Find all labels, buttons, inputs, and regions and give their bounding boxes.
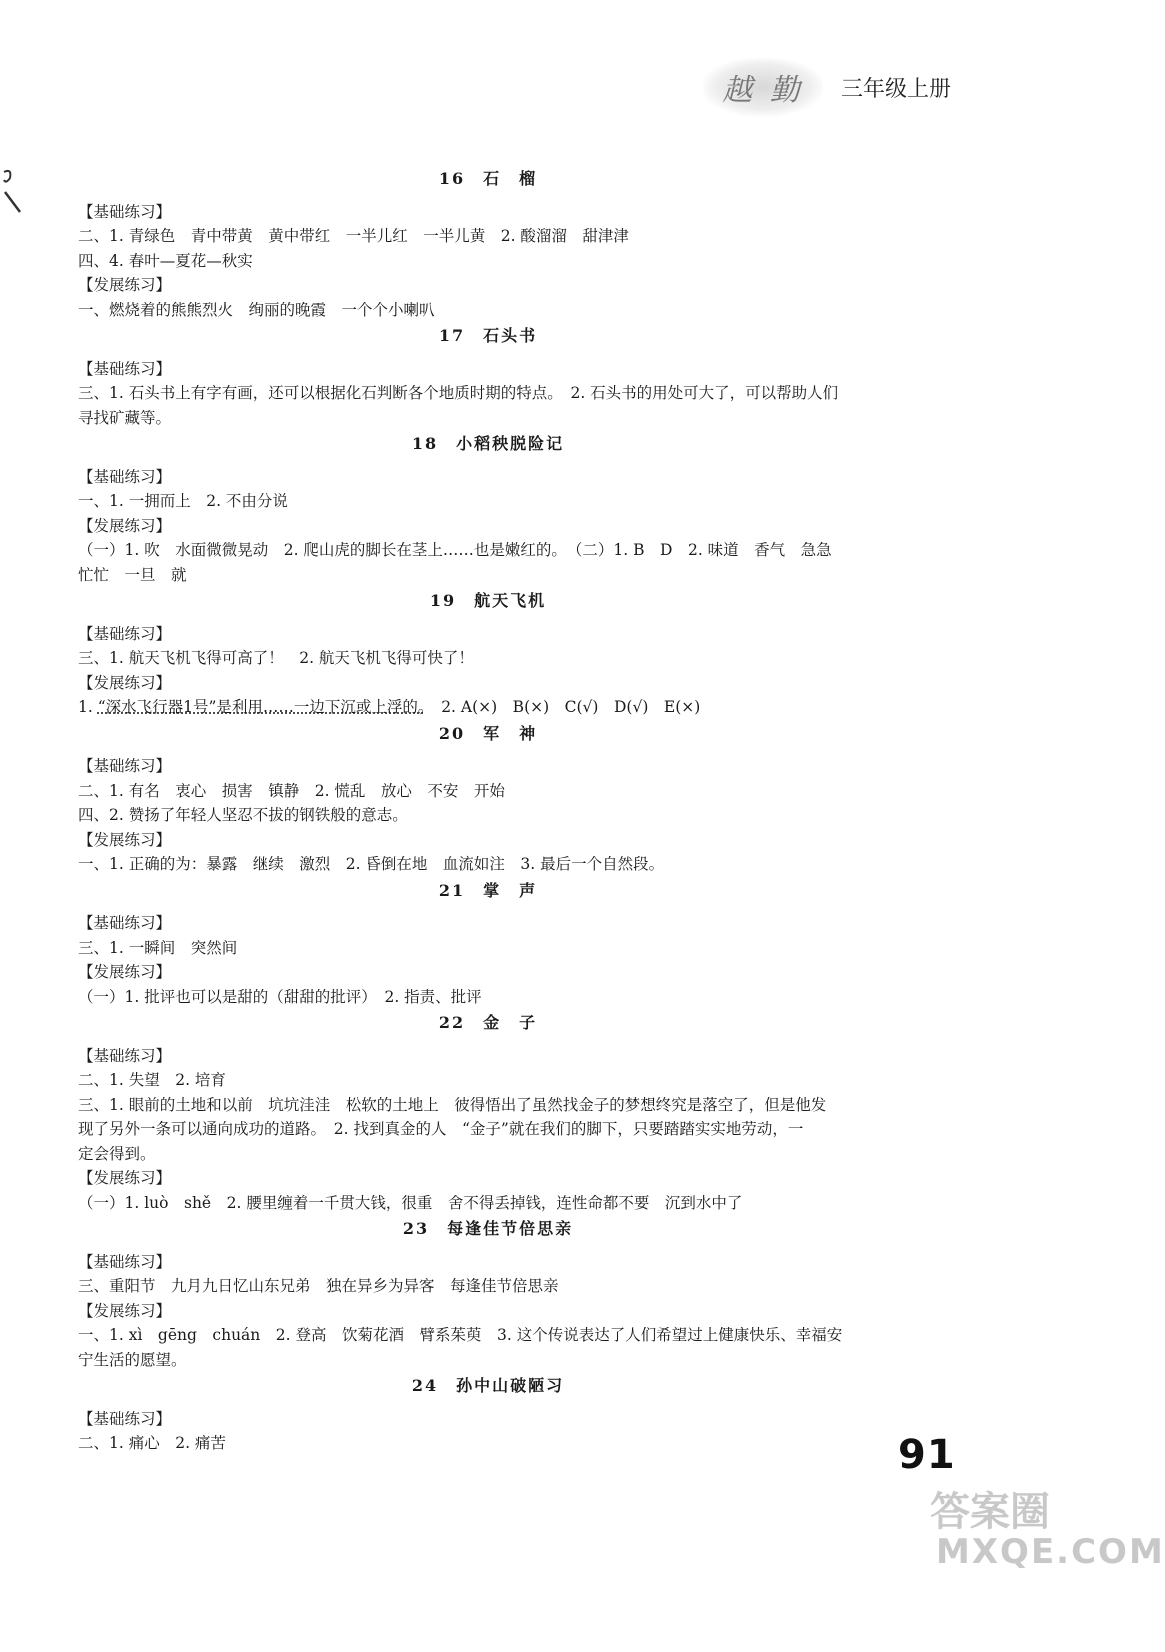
lesson-title: 24 孙中山破陋习 [411,1376,565,1395]
section-label: 【发展练习】 [78,276,172,294]
answer-line: 二、1. 失望 2. 培育 [78,1071,226,1089]
answer-line: （一）1. luò shě 2. 腰里缠着一千贯大钱，很重 舍不得丢掉钱，连性命都不要 沉到水中了 [78,1193,743,1212]
lesson-title: 22 金 子 [438,1013,538,1032]
answer-line: 三、1. 一瞬间 突然间 [78,938,238,957]
section-label: 【基础练习】 [78,359,172,378]
answer-line: 定会得到。 [78,1144,156,1163]
answer-line: 一、1. 一拥而上 2. 不由分说 [78,492,288,510]
section-label: 【基础练习】 [78,1252,172,1271]
section-label: 【发展练习】 [78,1301,172,1320]
section-label: 【发展练习】 [78,673,172,692]
answer-prefix: 1. [78,698,98,716]
section-label: 【基础练习】 [78,757,172,775]
answer-line: 三、重阳节 九月九日忆山东兄弟 独在异乡为异客 每逢佳节倍思亲 [78,1277,559,1295]
watermark-logo [930,1470,1165,1640]
answer-line: 一、燃烧着的熊熊烈火 绚丽的晚霞 一个个小喇叭 [78,300,435,319]
answer-line: 三、1. 航天飞机飞得可高了！ 2. 航天飞机飞得可快了！ [78,649,474,667]
underlined-answer: “深水飞行器1号”是利用……一边下沉或上浮的。 [97,698,426,716]
answer-line [78,695,898,720]
page-header [703,58,951,116]
lesson-title: 19 航天飞机 [429,591,547,610]
section-label: 【发展练习】 [78,1169,172,1187]
page-number: 91 [898,1432,956,1478]
margin-mark-icon [2,168,24,218]
lesson-title: 18 小稻秧脱险记 [411,434,565,453]
seal-stamp [703,58,823,116]
answer-line: （一）1. 批评也可以是甜的（甜甜的批评） 2. 指责、批评 [78,987,482,1006]
lesson-title: 17 石头书 [438,326,538,345]
answer-line: 三、1. 石头书上有字有画，还可以根据化石判断各个地质时期的特点。 2. 石头书的用处可大了，可以帮助人们 [78,384,839,402]
answer-line: （一）1. 吹 水面微微晃动 2. 爬山虎的脚长在茎上……也是嫩红的。 （二）1. B D 2. 味道 香气 急急 [78,541,832,559]
lesson-title: 23 每逢佳节倍思亲 [402,1219,574,1238]
answer-line: 二、1. 青绿色 青中带黄 黄中带红 一半儿红 一半儿黄 2. 酸溜溜 甜津津 [78,227,629,245]
section-label: 【基础练习】 [78,467,172,486]
section-label: 【基础练习】 [78,1409,172,1428]
lesson-title: 21 掌 声 [438,880,538,900]
section-label: 【基础练习】 [78,1046,172,1065]
stamp-text: 越 勤 [722,73,804,108]
section-label: 【发展练习】 [78,963,172,981]
answer-line: 忙忙 一旦 就 [78,565,187,584]
lesson-title: 16 石 榴 [438,169,538,188]
answer-line: 二、1. 痛心 2. 痛苦 [78,1434,226,1452]
section-label: 【发展练习】 [78,516,172,535]
section-label: 【基础练习】 [78,202,172,221]
lesson-title: 20 军 神 [438,723,538,743]
grade-label: 三年级上册 [840,76,951,102]
answer-line: 现了另外一条可以通向成功的道路。 2. 找到真金的人 “金子”就在我们的脚下，只要踏踏实实地劳动，一 [78,1120,804,1138]
answer-line: 寻找矿藏等。 [78,408,172,427]
section-label: 【基础练习】 [78,624,172,643]
watermark-line1: 答案圈 [930,1489,1050,1535]
section-label: 【发展练习】 [78,830,172,849]
answer-line: 一、1. 正确的为：暴露 继续 激烈 2. 昏倒在地 血流如注 3. 最后一个自然段。 [78,855,665,873]
answer-suffix: 2. A(×) B(×) C(√) D(√) E(×) [425,698,701,716]
watermark-line2: MXQE.COM [936,1532,1165,1572]
answer-line: 一、1. xì gēng chuán 2. 登高 饮菊花酒 臂系茱萸 3. 这个传说表达了人们希望过上健康快乐、幸福安 [78,1326,843,1344]
answer-line: 四、4. 春叶—夏花—秋实 [78,251,253,270]
section-label: 【基础练习】 [78,914,172,932]
answer-line: 三、1. 眼前的土地和以前 坑坑洼洼 松软的土地上 彼得悟出了虽然找金子的梦想终究是落空了，但是他发 [78,1095,827,1114]
answer-line: 四、2. 赞扬了年轻人坚忍不拔的钢铁般的意志。 [78,806,408,824]
answer-content [78,165,898,1456]
answer-line: 二、1. 有名 衷心 损害 镇静 2. 慌乱 放心 不安 开始 [78,781,505,800]
answer-line: 宁生活的愿望。 [78,1350,187,1369]
